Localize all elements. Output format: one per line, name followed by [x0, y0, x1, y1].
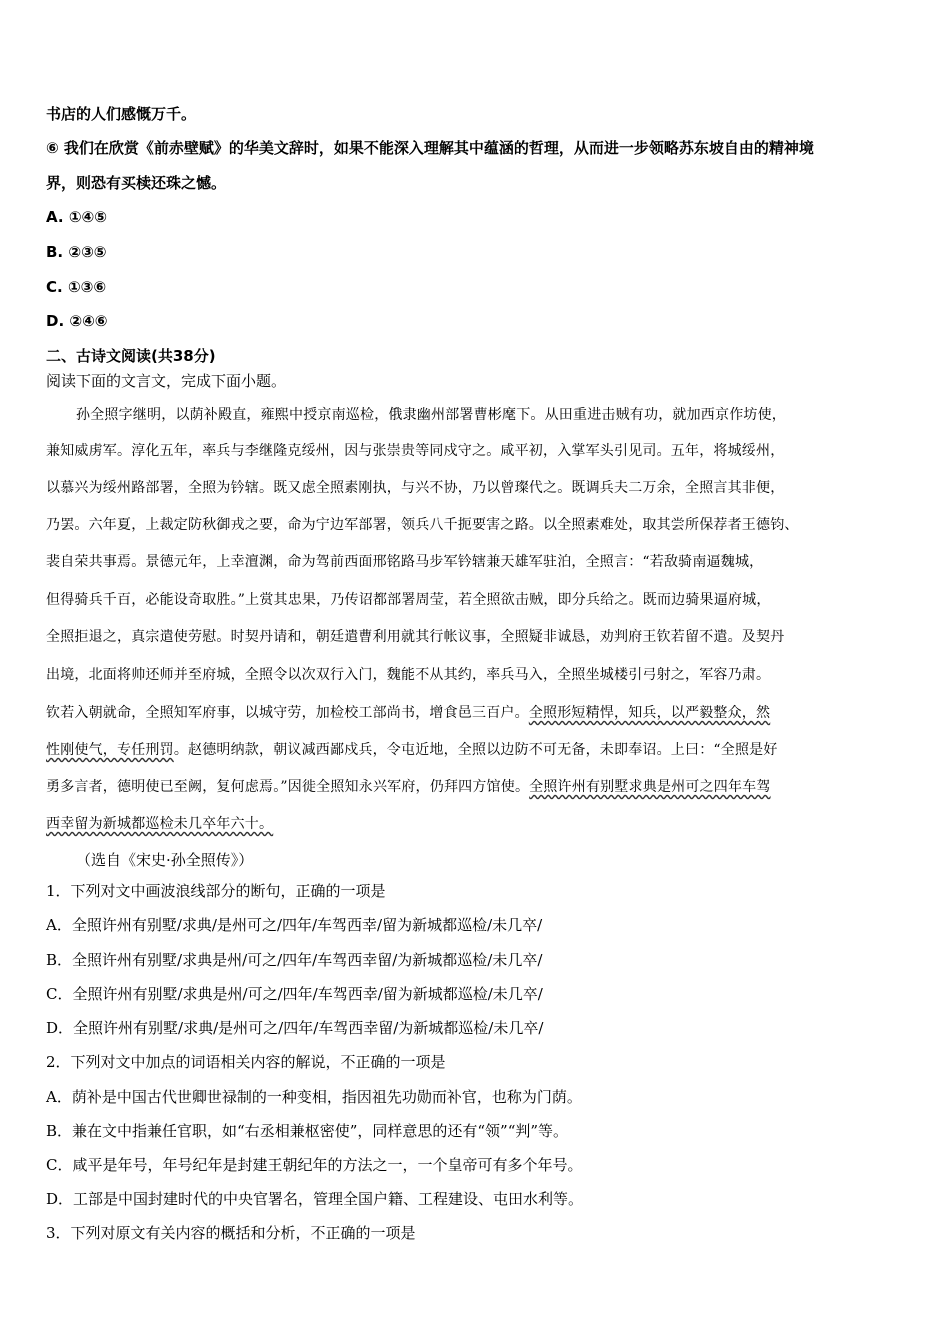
passage-line: 孙全照字继明，以荫补殿直，雍熙中授京南巡检，俄隶幽州部署曹彬麾下。从田重进击贼有功，就加西京作坊使， [76, 407, 786, 423]
option-item-6: ⑥ 我们在欣赏《前赤壁赋》的华美文辞时，如果不能深入理解其中蕴涵的哲理，从而进一步领略苏东坡自由的精神境 [46, 139, 814, 157]
passage-line: 全照拒退之，真宗遣使劳慰。时契丹请和，朝廷遣曹利用就其行帐议事，全照疑非诚恳，劝判府王钦若留不遣。及契丹 [46, 629, 785, 645]
question-2-option-c: C．咸平是年号，年号纪年是封建王朝纪年的方法之一，一个皇帝可有多个年号。 [46, 1156, 583, 1174]
question-2-stem: 2．下列对文中加点的词语相关内容的解说，不正确的一项是 [46, 1053, 446, 1071]
question-1-option-c: C．全照许州有别墅/求典是州/可之/四年/车驾西幸/留为新城都巡检/未几卒/ [46, 985, 543, 1003]
passage-line [46, 776, 771, 796]
passage-text: 勇多言者，德明使已至阙，复何虑焉。”因徙全照知永兴军府，仍拜四方馆使。 [46, 779, 530, 795]
passage-line: 但得骑兵千百，必能设奇取胜。”上赏其忠果，乃传诏都部署周莹，若全照欲击贼，即分兵给之。既而边骑果逼府城， [46, 592, 771, 608]
passage-line: 出境，北面将帅还师并至府城，全照令以次双行入门，魏能不从其约，率兵马入，全照坐城楼引弓射之，军容乃肃。 [46, 667, 771, 683]
passage-line: 乃罢。六年夏，上裁定防秋御戎之要，命为宁边军部署，领兵八千扼要害之路。以全照素难处，取其尝所保荐者王德钧、 [46, 517, 799, 533]
wavy-underlined-text: 西幸留为新城都巡检未几卒年六十。 [46, 816, 274, 832]
choice-text: ②③⑤ [68, 243, 107, 261]
text-line: 书店的人们感慨万千。 [46, 105, 197, 123]
answer-choice-c [46, 278, 106, 296]
passage-line [46, 813, 273, 833]
question-2-option-d: D．工部是中国封建时代的中央官署名，管理全国户籍、工程建设、屯田水利等。 [46, 1190, 584, 1208]
passage-line: 兼知威虏军。淳化五年，率兵与李继隆克绥州，因与张崇贵等同戍守之。咸平初，入掌军头引见司。五年，将城绥州， [46, 443, 785, 459]
passage-source: （选自《宋史·孙全照传》） [76, 851, 254, 869]
question-1-option-d: D．全照许州有别墅/求典/是州可之/四年/车驾西幸留/为新城都巡检/未几卒/ [46, 1019, 544, 1037]
passage-line: 以慕兴为绥州路部署，全照为钤辖。既又虑全照素刚执，与兴不协，乃以曾璨代之。既调兵夫二万余，全照言其非便， [46, 480, 785, 496]
question-2-option-b: B．兼在文中指兼任官职，如“右丞相兼枢密使”，同样意思的还有“领”“判”等。 [46, 1122, 569, 1140]
question-1-option-a: A．全照许州有别墅/求典/是州可之/四年/车驾西幸/留为新城都巡检/未几卒/ [46, 916, 543, 934]
choice-text: ①④⑤ [68, 208, 107, 226]
section-instruction: 阅读下面的文言文，完成下面小题。 [46, 372, 287, 390]
choice-text: ①③⑥ [67, 278, 107, 296]
choice-letter: A. [46, 208, 64, 226]
passage-text: 钦若入朝就命，全照知军府事，以城守劳，加检校工部尚书，增食邑三百户。 [46, 705, 529, 721]
wavy-underlined-text: 全照许州有别墅求典是州可之四年车驾 [529, 779, 771, 795]
wavy-underlined-text: 性刚使气，专任刑罚 [46, 742, 174, 758]
answer-choice-b [46, 243, 106, 261]
wavy-underlined-text: 全照形短精悍，知兵，以严毅整众，然 [528, 705, 771, 721]
question-3-stem: 3．下列对原文有关内容的概括和分析，不正确的一项是 [46, 1224, 416, 1242]
option-item-6-cont: 界，则恐有买椟还珠之憾。 [46, 174, 227, 192]
choice-letter: C. [46, 278, 63, 296]
passage-text: 。赵德明纳款，朝议减西鄙戍兵，令屯近地，全照以边防不可无备，未即奉诏。上曰：“全照是好 [173, 742, 778, 758]
choice-letter: B. [46, 243, 64, 261]
question-1-stem: 1．下列对文中画波浪线部分的断句，正确的一项是 [46, 882, 386, 900]
choice-text: ②④⑥ [69, 312, 108, 330]
section-heading: 二、古诗文阅读(共38分) [46, 347, 216, 365]
passage-line [46, 702, 770, 722]
question-1-option-b: B．全照许州有别墅/求典是州/可之/四年/车驾西幸留/为新城都巡检/未几卒/ [46, 951, 543, 969]
passage-line: 裴自荣共事焉。景德元年，上幸澶渊，命为驾前西面邢铭路马步军钤辖兼天雄军驻泊，全照言：“若敌骑南逼魏城， [46, 554, 764, 570]
passage-line [46, 739, 778, 759]
question-2-option-a: A．荫补是中国古代世卿世禄制的一种变相，指因祖先功勋而补官，也称为门荫。 [46, 1088, 582, 1106]
answer-choice-a [46, 208, 107, 226]
answer-choice-d [46, 312, 108, 330]
choice-letter: D. [46, 312, 65, 330]
